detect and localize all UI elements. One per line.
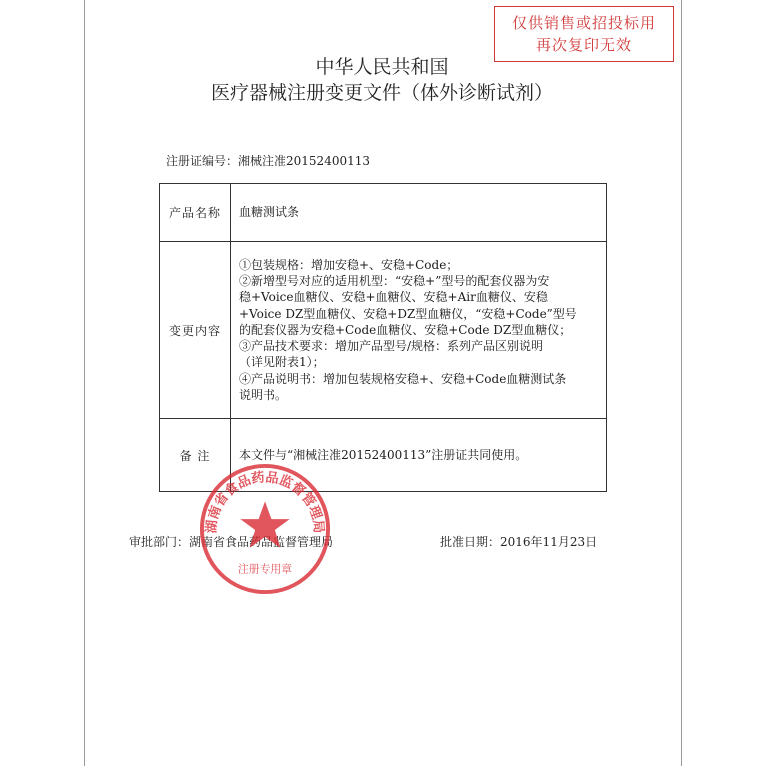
change-line: 说明书。 <box>239 388 288 403</box>
department-value: 湖南省食品药品监督管理局 <box>189 535 334 549</box>
registration-label: 注册证编号： <box>166 154 239 168</box>
country-title: 中华人民共和国 <box>315 56 449 78</box>
remark-value: 本文件与“湘械注准20152400113”注册证共同使用。 <box>231 419 607 492</box>
change-content-value <box>231 242 607 419</box>
approval-date <box>440 533 597 550</box>
stamp-line-2: 再次复印无效 <box>535 36 632 54</box>
seal-star-icon <box>240 501 289 547</box>
change-line: 稳+Voice血糖仪、安稳+血糖仪、安稳+Air血糖仪、安稳 <box>239 290 548 305</box>
stamp-line-1: 仅供销售或招投标用 <box>511 14 656 32</box>
registration-number <box>166 152 370 169</box>
department-label: 审批部门： <box>129 535 190 549</box>
seal-bottom-text: 注册专用章 <box>237 562 293 576</box>
product-name-label: 产品名称 <box>160 184 231 242</box>
remark-label: 备 注 <box>160 419 231 492</box>
change-line: 的配套仪器为安稳+Code血糖仪、安稳+Code DZ型血糖仪； <box>239 322 572 337</box>
change-line: +Voice DZ型血糖仪、安稳+DZ型血糖仪，“安稳+Code”型号 <box>239 306 577 321</box>
change-line: ②新增型号对应的适用机型：“安稳+”型号的配套仪器为安 <box>239 273 550 288</box>
date-label: 批准日期： <box>440 535 501 549</box>
registration-value: 湘械注准20152400113 <box>238 154 370 168</box>
change-table <box>159 183 607 492</box>
date-value: 2016年11月23日 <box>500 535 598 549</box>
seal-arc-text: 湖南省食品药品监督管理局 <box>204 470 326 534</box>
table-row-change <box>160 242 607 419</box>
document-title: 医疗器械注册变更文件（体外诊断试剂） <box>210 82 553 104</box>
change-line: ④产品说明书：增加包装规格安稳+、安稳+Code血糖测试条 <box>239 371 567 386</box>
change-line: （详见附表1）； <box>239 355 325 370</box>
change-content-label: 变更内容 <box>160 242 231 419</box>
product-name-value: 血糖测试条 <box>231 184 607 242</box>
official-seal-icon <box>196 460 334 598</box>
change-line: ①包装规格：增加安稳+、安稳+Code； <box>239 257 459 272</box>
change-line: ③产品技术要求：增加产品型号/规格：系列产品区别说明 <box>239 339 544 354</box>
table-row-product <box>160 184 607 242</box>
